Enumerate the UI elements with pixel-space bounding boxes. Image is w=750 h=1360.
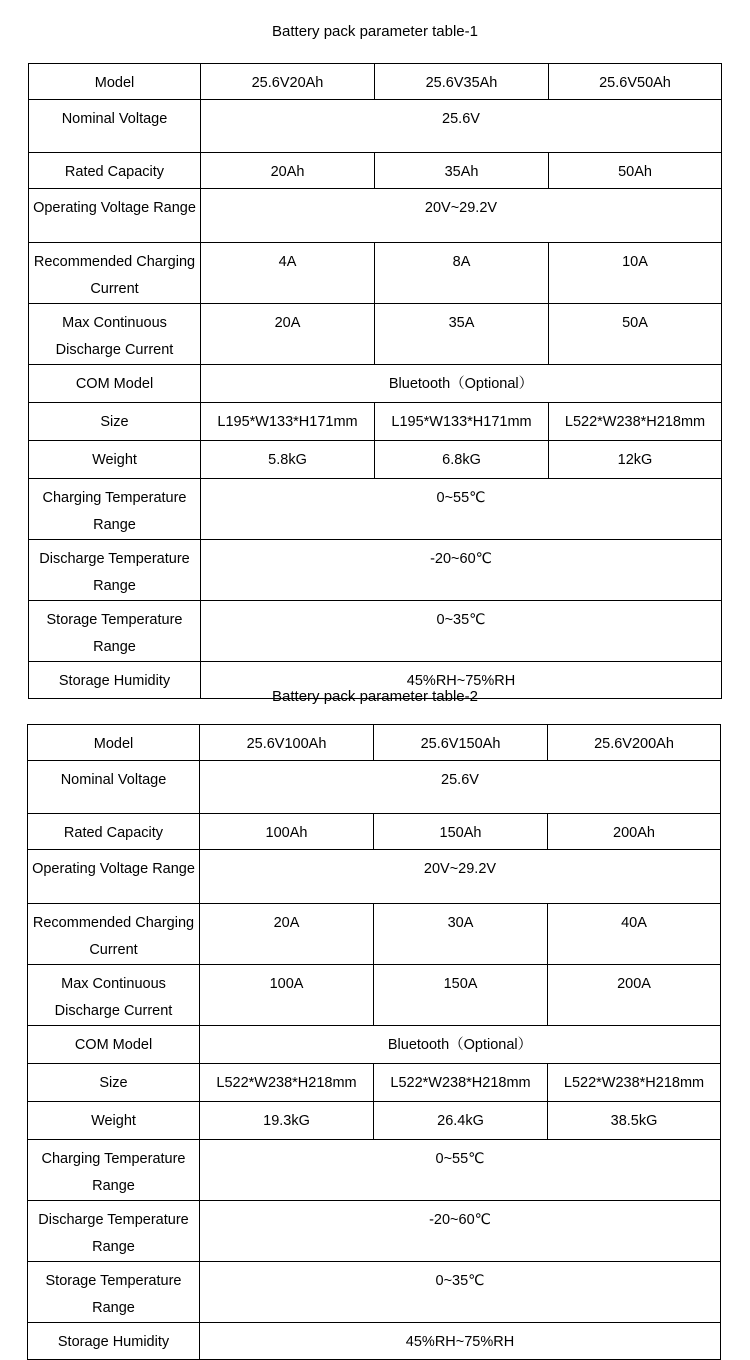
row-label: Recommended Charging Current [28, 904, 200, 965]
table-row [29, 189, 722, 243]
cell-value: 0~55℃ [200, 1140, 721, 1201]
cell-value: 50Ah [549, 153, 722, 189]
table-row [28, 904, 721, 965]
table-row [29, 479, 722, 540]
row-label: Charging Temperature Range [29, 479, 201, 540]
cell-value: 4A [201, 243, 375, 304]
cell-value: 25.6V35Ah [375, 64, 549, 100]
cell-value: 35Ah [375, 153, 549, 189]
cell-value: Bluetooth（Optional） [201, 365, 722, 403]
cell-value: 20Ah [201, 153, 375, 189]
cell-value: 30A [374, 904, 548, 965]
row-label: Storage Humidity [28, 1323, 200, 1360]
cell-value: 45%RH~75%RH [201, 662, 722, 699]
table-row [28, 814, 721, 850]
cell-value: 20A [200, 904, 374, 965]
cell-value: L522*W238*H218mm [374, 1064, 548, 1102]
cell-value: -20~60℃ [200, 1201, 721, 1262]
cell-value: Bluetooth（Optional） [200, 1026, 721, 1064]
cell-value: 6.8kG [375, 441, 549, 479]
table-row [28, 761, 721, 814]
table-row [28, 1064, 721, 1102]
battery-parameter-table-2 [27, 724, 721, 1360]
row-label: Size [28, 1064, 200, 1102]
row-label: Storage Temperature Range [28, 1262, 200, 1323]
row-label: Storage Temperature Range [29, 601, 201, 662]
cell-value: 20A [201, 304, 375, 365]
cell-value: 38.5kG [548, 1102, 721, 1140]
row-label: Discharge Temperature Range [28, 1201, 200, 1262]
table-row [28, 1323, 721, 1360]
cell-value: 150A [374, 965, 548, 1026]
cell-value: 25.6V200Ah [548, 725, 721, 761]
cell-value: -20~60℃ [201, 540, 722, 601]
row-label: COM Model [28, 1026, 200, 1064]
row-label: Model [29, 64, 201, 100]
table-row [28, 1026, 721, 1064]
cell-value: 50A [549, 304, 722, 365]
row-label: COM Model [29, 365, 201, 403]
cell-value: 10A [549, 243, 722, 304]
cell-value: 100Ah [200, 814, 374, 850]
table-row [28, 1201, 721, 1262]
table-row [29, 365, 722, 403]
row-label: Operating Voltage Range [29, 189, 201, 243]
table-row [28, 850, 721, 904]
table-row [28, 965, 721, 1026]
cell-value: 0~55℃ [201, 479, 722, 540]
cell-value: 40A [548, 904, 721, 965]
cell-value: 19.3kG [200, 1102, 374, 1140]
cell-value: 25.6V [201, 100, 722, 153]
row-label: Max Continuous Discharge Current [29, 304, 201, 365]
cell-value: L195*W133*H171mm [375, 403, 549, 441]
cell-value: 25.6V20Ah [201, 64, 375, 100]
row-label: Max Continuous Discharge Current [28, 965, 200, 1026]
table-row [29, 64, 722, 100]
cell-value: 5.8kG [201, 441, 375, 479]
cell-value: 25.6V150Ah [374, 725, 548, 761]
battery-parameter-table-1 [28, 63, 722, 699]
cell-value: 26.4kG [374, 1102, 548, 1140]
cell-value: L522*W238*H218mm [200, 1064, 374, 1102]
table-row [28, 1140, 721, 1201]
row-label: Discharge Temperature Range [29, 540, 201, 601]
cell-value: 0~35℃ [200, 1262, 721, 1323]
table-row [29, 243, 722, 304]
row-label: Storage Humidity [29, 662, 201, 699]
cell-value: 200Ah [548, 814, 721, 850]
cell-value: L522*W238*H218mm [549, 403, 722, 441]
table-row [29, 100, 722, 153]
cell-value: 25.6V [200, 761, 721, 814]
table-row [28, 1262, 721, 1323]
table-row [29, 403, 722, 441]
cell-value: 25.6V100Ah [200, 725, 374, 761]
cell-value: 200A [548, 965, 721, 1026]
cell-value: 150Ah [374, 814, 548, 850]
row-label: Recommended Charging Current [29, 243, 201, 304]
cell-value: 25.6V50Ah [549, 64, 722, 100]
row-label: Weight [29, 441, 201, 479]
table-1-title: Battery pack parameter table-1 [272, 23, 478, 40]
cell-value: L522*W238*H218mm [548, 1064, 721, 1102]
row-label: Rated Capacity [28, 814, 200, 850]
table-row [29, 304, 722, 365]
row-label: Charging Temperature Range [28, 1140, 200, 1201]
cell-value: L195*W133*H171mm [201, 403, 375, 441]
table-row [29, 441, 722, 479]
table-row [29, 153, 722, 189]
row-label: Size [29, 403, 201, 441]
cell-value: 20V~29.2V [200, 850, 721, 904]
table-row [29, 601, 722, 662]
cell-value: 12kG [549, 441, 722, 479]
cell-value: 8A [375, 243, 549, 304]
row-label: Nominal Voltage [28, 761, 200, 814]
cell-value: 20V~29.2V [201, 189, 722, 243]
table-row [28, 1102, 721, 1140]
row-label: Rated Capacity [29, 153, 201, 189]
row-label: Nominal Voltage [29, 100, 201, 153]
row-label: Model [28, 725, 200, 761]
cell-value: 35A [375, 304, 549, 365]
cell-value: 45%RH~75%RH [200, 1323, 721, 1360]
row-label: Weight [28, 1102, 200, 1140]
table-2-title: Battery pack parameter table-2 [272, 688, 478, 705]
row-label: Operating Voltage Range [28, 850, 200, 904]
cell-value: 100A [200, 965, 374, 1026]
table-row [28, 725, 721, 761]
table-row [29, 540, 722, 601]
cell-value: 0~35℃ [201, 601, 722, 662]
